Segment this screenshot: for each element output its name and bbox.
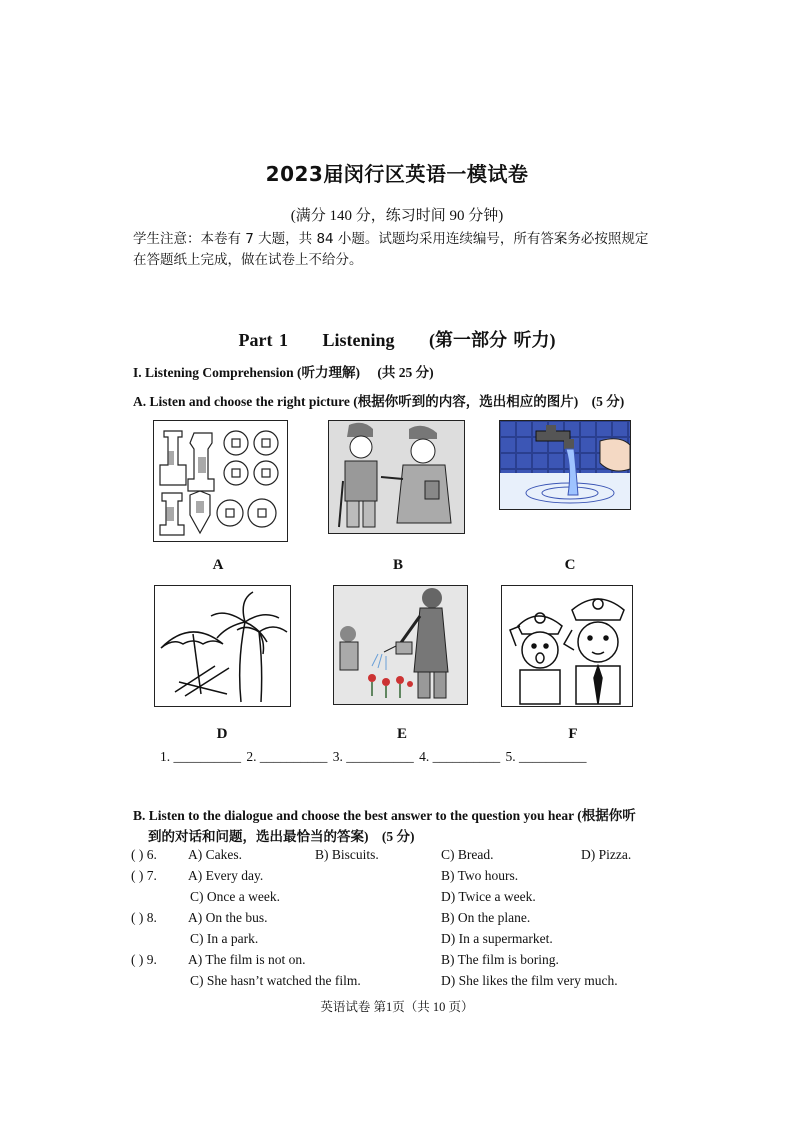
question-9-option-a[interactable]: A) The film is not on. [188, 952, 306, 967]
question-9-option-b[interactable]: B) The film is boring. [441, 952, 559, 967]
question-7-option-d[interactable]: D) Twice a week. [441, 889, 536, 904]
section-a-score: (5 分) [591, 394, 625, 409]
section-1-score: (共 25 分) [377, 365, 434, 380]
section-a-title: A. Listen and choose the right picture (根据你听到的内容，选出相应的图片) [133, 394, 579, 409]
question-6-option-d[interactable]: D) Pizza. [581, 847, 632, 862]
section-b-score: (5 分) [381, 829, 415, 844]
exam-title: 2023届闵行区英语一模试卷 [265, 162, 529, 186]
running-tap-icon [500, 421, 630, 509]
picture-d [154, 585, 291, 707]
answer-blank-4[interactable]: 4. __________ [419, 749, 501, 764]
section-b-title-line-2: 到的对话和问题，选出最恰当的答案) [148, 829, 369, 844]
picture-letter-c: C [564, 557, 576, 573]
answer-blank-5[interactable]: 5. __________ [505, 749, 587, 764]
elderly-couple-icon [329, 421, 464, 533]
question-8-option-a[interactable]: A) On the bus. [188, 910, 268, 925]
section-b-heading [133, 805, 673, 847]
exam-subtitle: (满分 140 分，练习时间 90 分钟) [290, 208, 504, 224]
picture-e [333, 585, 468, 705]
ancient-coins-icon [154, 421, 287, 541]
notice-line-2: 在答题纸上完成，做在试卷上不给分。 [133, 252, 363, 268]
question-6-option-b[interactable]: B) Biscuits. [315, 847, 379, 862]
question-7-option-b[interactable]: B) Two hours. [441, 868, 519, 883]
police-officers-icon [502, 586, 632, 706]
section-b-title-line-2-wrap [133, 826, 673, 847]
question-8-number: ( ) 8. [131, 910, 157, 925]
section-b-title-line-1: B. Listen to the dialogue and choose the best answer to the question you hear (根据你听 [133, 808, 636, 823]
section-1-heading [133, 361, 434, 381]
question-8-option-c[interactable]: C) In a park. [190, 931, 259, 946]
picture-f [501, 585, 633, 707]
question-6-option-c[interactable]: C) Bread. [441, 847, 494, 862]
part-heading [0, 326, 794, 352]
answer-blank-3[interactable]: 3. __________ [332, 749, 414, 764]
question-7-option-a[interactable]: A) Every day. [188, 868, 264, 883]
question-9-option-d[interactable]: D) She likes the film very much. [441, 973, 618, 988]
watering-flowers-icon [334, 586, 467, 704]
picture-letter-e: E [396, 726, 407, 742]
part-label: Part 1 [238, 330, 288, 350]
question-9-option-c[interactable]: C) She hasn’t watched the film. [190, 973, 361, 988]
page-footer: 英语试卷 第1页（共 10 页） [320, 1000, 474, 1014]
answer-blanks [160, 749, 589, 765]
picture-letter-a: A [212, 557, 224, 573]
part-cn: (第一部分 听力) [429, 330, 556, 350]
picture-letter-b: B [392, 557, 403, 573]
question-9-number: ( ) 9. [131, 952, 157, 967]
answer-blank-2[interactable]: 2. __________ [246, 749, 328, 764]
picture-a [153, 420, 288, 542]
question-6-option-a[interactable]: A) Cakes. [188, 847, 242, 862]
beach-umbrella-icon [155, 586, 290, 706]
picture-letter-d: D [216, 726, 228, 742]
section-1-title: I. Listening Comprehension (听力理解) [133, 365, 361, 380]
question-7-option-c[interactable]: C) Once a week. [190, 889, 280, 904]
question-8-option-d[interactable]: D) In a supermarket. [441, 931, 553, 946]
question-8-option-b[interactable]: B) On the plane. [441, 910, 531, 925]
question-7-number: ( ) 7. [131, 868, 157, 883]
picture-b [328, 420, 465, 534]
question-6-number: ( ) 6. [131, 847, 157, 862]
student-notice [133, 229, 673, 271]
part-name: Listening [322, 330, 395, 350]
notice-line-1: 学生注意：本卷有 7 大题，共 84 小题。试题均采用连续编号，所有答案务必按照规定 [133, 231, 649, 247]
picture-c [499, 420, 631, 510]
answer-blank-1[interactable]: 1. __________ [160, 749, 241, 764]
section-a-heading [133, 390, 624, 410]
picture-letter-f: F [568, 726, 578, 742]
